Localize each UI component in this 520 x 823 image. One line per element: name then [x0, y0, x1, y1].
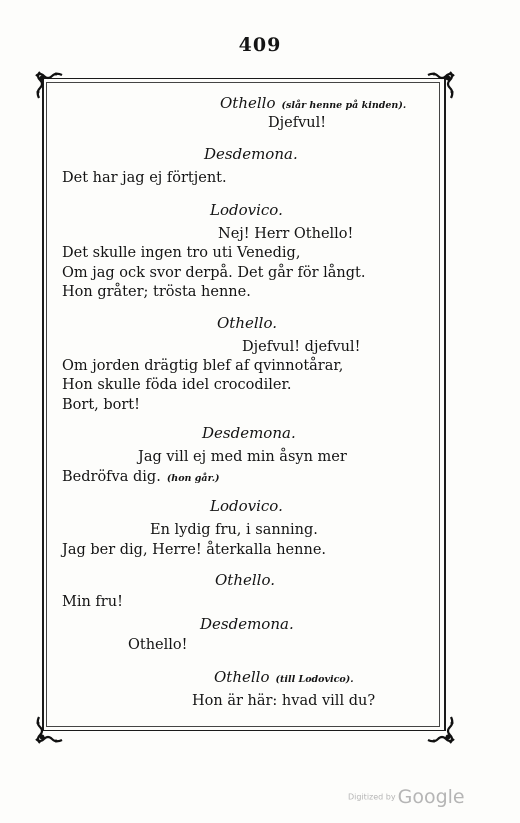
stage-direction: (slår henne på kinden). — [281, 100, 407, 111]
corner-ornament-icon — [426, 715, 456, 745]
digitized-watermark — [348, 786, 465, 808]
verse-line: Bort, bort! — [62, 397, 140, 413]
speaker-heading: Desdemona. — [202, 424, 296, 442]
speaker-heading: Lodovico. — [210, 497, 283, 515]
corner-ornament-icon — [34, 715, 64, 745]
verse-line: Djefvul! — [268, 115, 327, 131]
verse-line: Min fru! — [62, 594, 123, 610]
watermark-prefix: Digitized by — [348, 792, 396, 802]
speaker-heading: Desdemona. — [200, 615, 294, 633]
verse-line: Jag ber dig, Herre! återkalla henne. — [62, 542, 327, 558]
verse-line: Nej! Herr Othello! — [218, 226, 354, 242]
verse-line: En lydig fru, i sanning. — [150, 522, 318, 538]
verse-line: Djefvul! djefvul! — [242, 339, 361, 355]
speaker-heading: Othello (slår henne på kinden). — [220, 94, 407, 112]
verse-line: Hon är här: hvad vill du? — [192, 693, 376, 709]
verse-line: Bedröfva dig. (hon går.) — [62, 469, 220, 485]
speaker-heading: Othello. — [215, 571, 275, 589]
verse-line: Det har jag ej förtjent. — [62, 170, 227, 186]
verse-line: Jag vill ej med min åsyn mer — [138, 449, 347, 465]
stage-direction: (hon går.) — [166, 473, 220, 484]
verse-line: Othello! — [128, 637, 188, 653]
speaker-heading: Othello. — [217, 314, 277, 332]
corner-ornament-icon — [426, 70, 456, 100]
corner-ornament-icon — [34, 70, 64, 100]
watermark-brand: Google — [397, 786, 465, 808]
verse-line: Det skulle ingen tro uti Venedig, — [62, 245, 301, 261]
verse-line: Hon skulle föda idel crocodiler. — [62, 377, 292, 393]
verse-line: Om jag ock svor derpå. Det går för långt. — [62, 265, 366, 281]
page-number: 409 — [238, 34, 282, 56]
verse-line: Om jorden drägtig blef af qvinnotårar, — [62, 358, 344, 374]
verse-line: Hon gråter; trösta henne. — [62, 284, 251, 300]
speaker-heading: Othello (till Lodovico). — [214, 668, 354, 686]
speaker-heading: Lodovico. — [210, 201, 283, 219]
stage-direction: (till Lodovico). — [275, 674, 354, 685]
speaker-heading: Desdemona. — [204, 145, 298, 163]
